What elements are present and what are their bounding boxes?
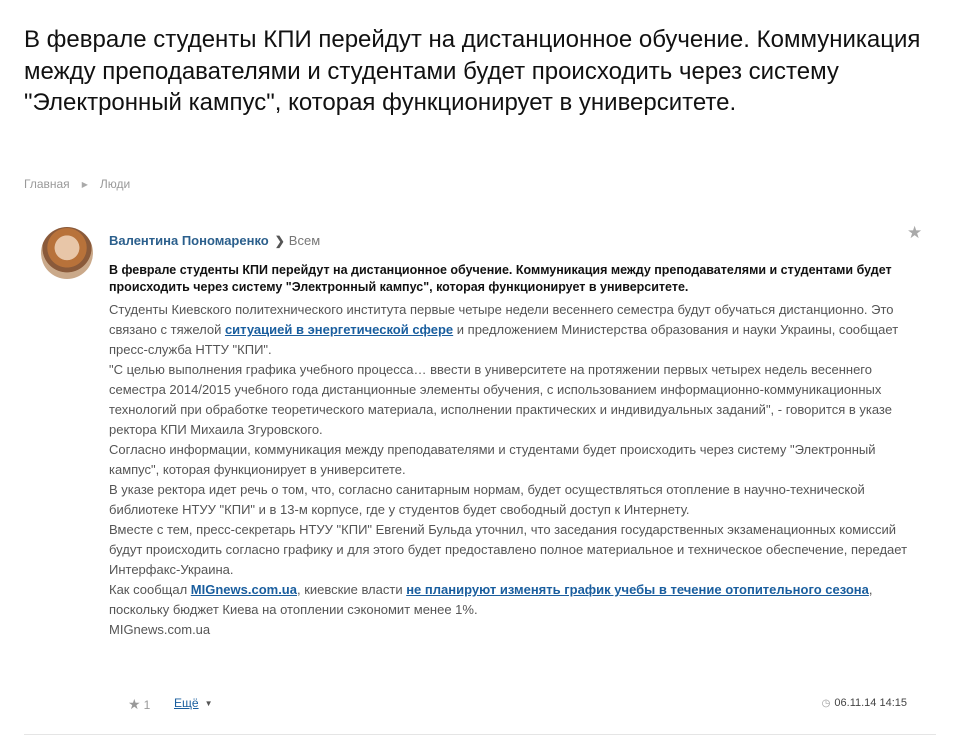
heating-season-link[interactable]: не планируют изменять график учебы в течение отопительного сезона	[406, 582, 869, 597]
mignews-link[interactable]: MIGnews.com.ua	[190, 582, 297, 597]
post-text: , киевские власти	[296, 582, 407, 597]
post-date-text: 06.11.14 14:15	[834, 697, 907, 709]
post-text: Студенты Киевского политехнического института первые четыре недели весеннего семестра будут обучаться дистанционно. Это связано с тяжелой	[109, 302, 894, 337]
post-audience: Всем	[288, 233, 321, 248]
post-text: Как сообщал	[109, 582, 191, 597]
favorite-star-icon[interactable]: ★	[907, 223, 923, 242]
post-paragraph: "С целью выполнения графика учебного процесса… ввести в университете на протяжении первых четырех недель весеннего семестра 2014/2015 учебного года дистанционные элементы обучения, с использованием информационно-коммуникационных технологий при обработке теоретического материала, исполнении практических и индивидуальных заданий", - говорится в указе ректора КПИ Михаила Згуровского.	[109, 362, 892, 437]
post-body	[109, 300, 929, 640]
divider	[24, 734, 936, 735]
post-text: и предложением Министерства образования и науки Украины, сообщает пресс-служба НТТУ "КПИ".	[109, 322, 899, 357]
clock-icon: ◷	[821, 697, 831, 709]
star-icon: ★	[128, 696, 141, 712]
chevron-right-icon: ❯	[274, 233, 285, 248]
breadcrumb	[24, 177, 130, 191]
author-name[interactable]: Валентина Пономаренко	[109, 233, 269, 248]
breadcrumb-separator-icon: ▶	[81, 179, 88, 189]
more-menu-button[interactable]	[174, 696, 212, 710]
post-date	[822, 697, 907, 709]
post-paragraph: Вместе с тем, пресс-секретарь НТУУ "КПИ" Евгений Бульда уточнил, что заседания государственных экзаменационных комиссий будут происходить согласно графику и для этого будет предоставлено полное материальное и техническое обеспечение, передает Интерфакс-Украина.	[109, 522, 908, 577]
post-paragraph: В указе ректора идет речь о том, что, согласно санитарным нормам, будет осуществляться отопление в научно-технической библиотеке НТУУ "КПИ" и в 13-м корпусе, где у студентов будет свободный доступ к Интернету.	[109, 482, 865, 517]
breadcrumb-people[interactable]: Люди	[99, 177, 131, 191]
like-button[interactable]	[128, 696, 150, 713]
breadcrumb-home[interactable]: Главная	[24, 177, 70, 191]
avatar[interactable]	[41, 227, 93, 279]
more-label: Ещё	[174, 696, 199, 710]
post-paragraph	[109, 300, 929, 360]
post-paragraph	[109, 580, 929, 620]
post-text: , поскольку бюджет Киева на отоплении сэкономит менее 1%.	[109, 582, 873, 617]
caret-down-icon: ▼	[204, 698, 213, 708]
post-source: MIGnews.com.ua	[109, 622, 211, 637]
post-title: В феврале студенты КПИ перейдут на дистанционное обучение. Коммуникация между преподавателями и студентами будет происходить через систему "Электронный кампус", которая функционирует в университете.	[109, 263, 892, 294]
post-paragraph: Согласно информации, коммуникация между преподавателями и студентами будет происходить через систему "Электронный кампус", которая функционирует в университете.	[109, 442, 876, 477]
page-title: В феврале студенты КПИ перейдут на дистанционное обучение. Коммуникация между преподавателями и студентами будет происходить через систему "Электронный кампус", которая функционирует в университете.	[24, 26, 921, 116]
like-count: 1	[143, 697, 151, 712]
post-header	[109, 233, 320, 248]
energy-situation-link[interactable]: ситуацией в энергетической сфере	[224, 322, 454, 337]
